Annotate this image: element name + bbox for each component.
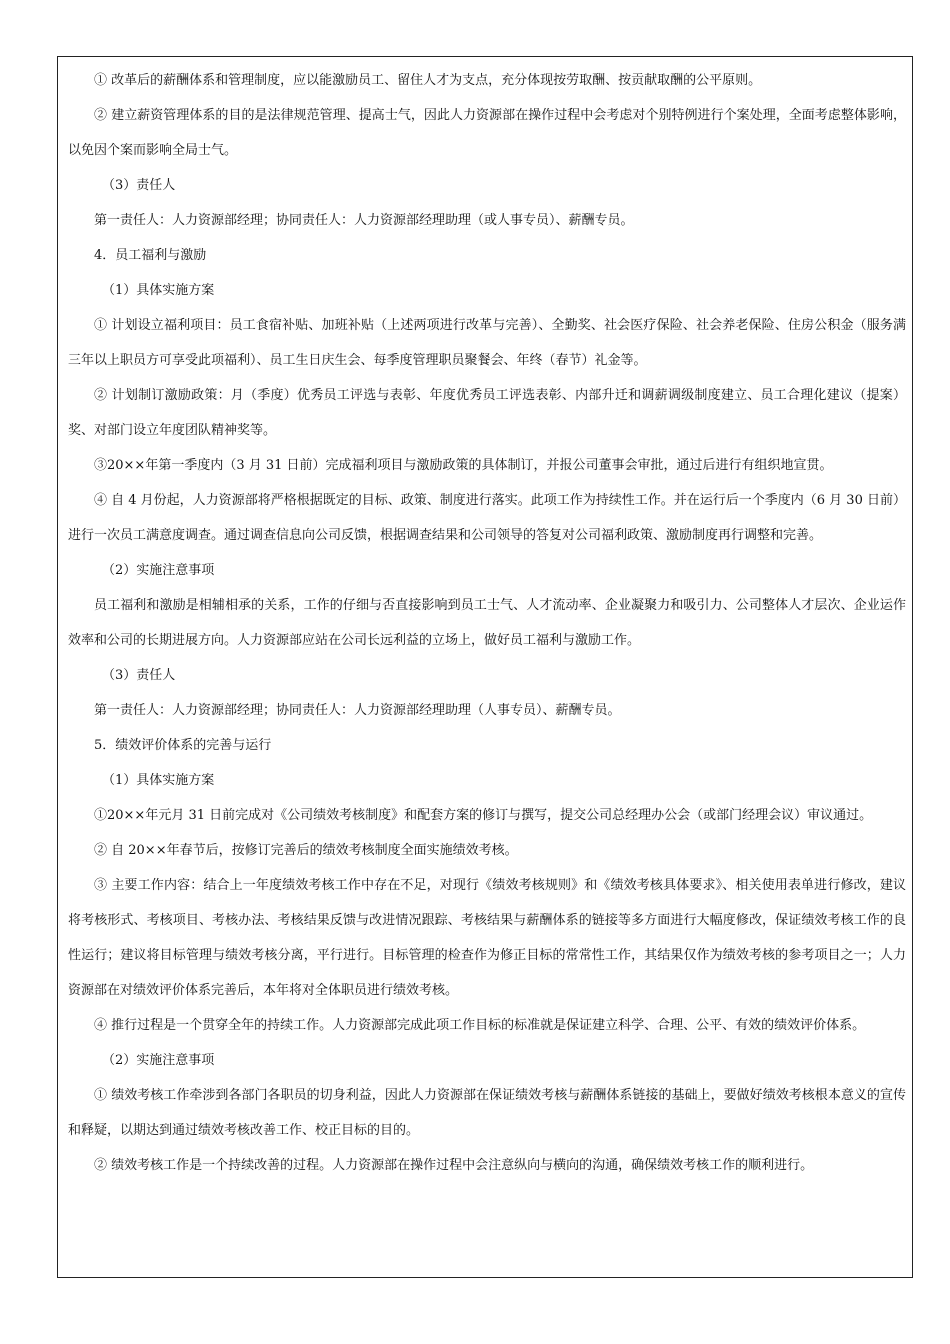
paragraph: ①20××年元月 31 日前完成对《公司绩效考核制度》和配套方案的修订与撰写，提交公司总经理办公会（或部门经理会议）审议通过。	[94, 808, 873, 823]
section-heading: （1）具体实施方案	[102, 773, 215, 788]
paragraph: ① 计划设立福利项目：员工食宿补贴、加班补贴（上述两项进行改革与完善）、全勤奖、社会医疗保险、社会养老保险、住房公积金（服务满三年以上职员方可享受此项福利）、员工生日庆生会、每季度管理职员聚餐会、年终（春节）礼金等。	[68, 318, 906, 368]
document-body	[68, 63, 906, 1183]
paragraph: ④ 推行过程是一个贯穿全年的持续工作。人力资源部完成此项工作目标的标准就是保证建立科学、合理、公平、有效的绩效评价体系。	[94, 1018, 866, 1033]
paragraph: 第一责任人：人力资源部经理；协同责任人：人力资源部经理助理（或人事专员）、薪酬专员。	[94, 213, 634, 228]
paragraph: ② 建立薪资管理体系的目的是法律规范管理、提高士气，因此人力资源部在操作过程中会考虑对个别特例进行个案处理，全面考虑整体影响，以免因个案而影响全局士气。	[68, 108, 906, 158]
paragraph: ④ 自 4 月份起，人力资源部将严格根据既定的目标、政策、制度进行落实。此项工作为持续性工作。并在运行后一个季度内（6 月 30 日前）进行一次员工满意度调查。通过调查信息向公司反馈，根据调查结果和公司领导的答复对公司福利政策、激励制度再行调整和完善。	[68, 493, 906, 543]
paragraph: ② 绩效考核工作是一个持续改善的过程。人力资源部在操作过程中会注意纵向与横向的沟通，确保绩效考核工作的顺利进行。	[94, 1158, 814, 1173]
paragraph: ① 改革后的薪酬体系和管理制度，应以能激励员工、留住人才为支点，充分体现按劳取酬、按贡献取酬的公平原则。	[94, 73, 762, 88]
paragraph: ③ 主要工作内容：结合上一年度绩效考核工作中存在不足，对现行《绩效考核规则》和《绩效考核具体要求》、相关使用表单进行修改，建议将考核形式、考核项目、考核办法、考核结果反馈与改进情况跟踪、考核结果与薪酬体系的链接等多方面进行大幅度修改，保证绩效考核工作的良性运行；建议将目标管理与绩效考核分离，平行进行。目标管理的检查作为修正目标的常常性工作，其结果仅作为绩效考核的参考项目之一；人力资源部在对绩效评价体系完善后，本年将对全体职员进行绩效考核。	[68, 878, 906, 998]
paragraph: ② 自 20××年春节后，按修订完善后的绩效考核制度全面实施绩效考核。	[94, 843, 518, 858]
paragraph: ② 计划制订激励政策：月（季度）优秀员工评选与表彰、年度优秀员工评选表彰、内部升迁和调薪调级制度建立、员工合理化建议（提案）奖、对部门设立年度团队精神奖等。	[68, 388, 906, 438]
section-heading: （3）责任人	[102, 178, 176, 193]
paragraph: 第一责任人：人力资源部经理；协同责任人：人力资源部经理助理（人事专员）、薪酬专员。	[94, 703, 621, 718]
section-heading: （1）具体实施方案	[102, 283, 215, 298]
document-frame	[57, 56, 913, 1278]
paragraph: 员工福利和激励是相辅相承的关系，工作的仔细与否直接影响到员工士气、人才流动率、企业凝聚力和吸引力、公司整体人才层次、企业运作效率和公司的长期进展方向。人力资源部应站在公司长远利益的立场上，做好员工福利与激励工作。	[68, 598, 906, 648]
paragraph: ③20××年第一季度内（3 月 31 日前）完成福利项目与激励政策的具体制订，并报公司董事会审批，通过后进行有组织地宣贯。	[94, 458, 833, 473]
section-heading: 4．员工福利与激励	[94, 248, 207, 263]
section-heading: （3）责任人	[102, 668, 176, 683]
section-heading: 5．绩效评价体系的完善与运行	[94, 738, 272, 753]
paragraph: ① 绩效考核工作牵涉到各部门各职员的切身利益，因此人力资源部在保证绩效考核与薪酬体系链接的基础上，要做好绩效考核根本意义的宣传和释疑，以期达到通过绩效考核改善工作、校正目标的目的。	[68, 1088, 906, 1138]
section-heading: （2）实施注意事项	[102, 563, 215, 578]
section-heading: （2）实施注意事项	[102, 1053, 215, 1068]
